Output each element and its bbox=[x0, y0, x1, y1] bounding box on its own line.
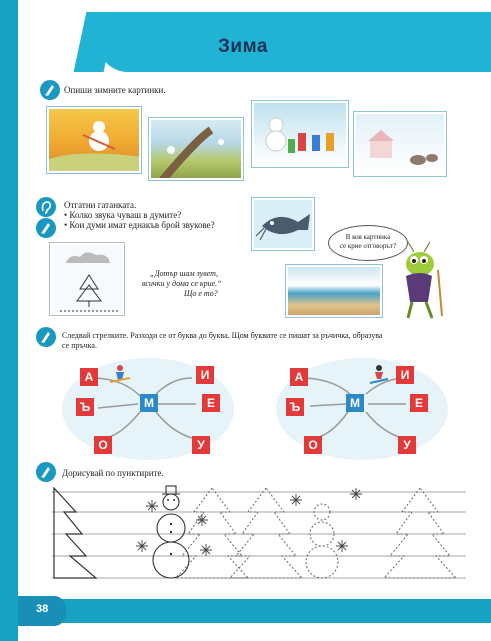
letter-o: О bbox=[304, 436, 322, 454]
letter-a: А bbox=[80, 368, 98, 386]
winter-picture-4 bbox=[354, 112, 446, 176]
pencil-icon bbox=[36, 462, 56, 482]
grasshopper-character bbox=[386, 240, 450, 320]
page-number: 38 bbox=[36, 603, 49, 615]
letter-m-center: М bbox=[346, 394, 364, 412]
letter-u: У bbox=[192, 436, 210, 454]
catfish-picture bbox=[252, 198, 314, 250]
bubble-line-1: В коя картинка bbox=[345, 233, 391, 241]
pencil-icon bbox=[40, 80, 60, 100]
title-tab bbox=[98, 12, 491, 72]
riddle-line-3: Що е то? bbox=[184, 289, 218, 298]
section1-instruction: Опиши зимните картинки. bbox=[64, 85, 166, 95]
tracing-worksheet bbox=[52, 482, 466, 586]
section3-instruction-line-1: Следвай стрелките. Разходи се от буква до буква. Щом буквите се пишат за ръчичка, образува bbox=[62, 331, 383, 340]
letter-i: И bbox=[196, 366, 214, 384]
pencil-icon bbox=[36, 327, 56, 347]
ear-icon bbox=[36, 197, 56, 217]
riddle-line-1: „Дотър шам зувет, bbox=[150, 269, 219, 278]
letter-er-golyam: Ъ bbox=[286, 398, 304, 416]
page-title: Зима bbox=[218, 36, 268, 57]
letter-u: У bbox=[398, 436, 416, 454]
letter-m-center: М bbox=[140, 394, 158, 412]
bubble-line-2: се крие отговорът? bbox=[339, 242, 397, 250]
footer-band bbox=[0, 599, 491, 623]
winter-picture-2 bbox=[149, 118, 243, 180]
winter-sea-picture bbox=[286, 265, 382, 317]
pencil-icon bbox=[36, 218, 56, 238]
snowboarder-icon bbox=[108, 364, 132, 386]
skier-icon bbox=[368, 364, 390, 386]
winter-picture-1 bbox=[47, 107, 141, 173]
left-color-strip bbox=[0, 0, 18, 641]
letter-a: А bbox=[290, 368, 308, 386]
snowfall-picture bbox=[50, 243, 124, 315]
letter-er-golyam: Ъ bbox=[76, 398, 94, 416]
winter-picture-3 bbox=[252, 101, 348, 167]
letter-i: И bbox=[396, 366, 414, 384]
letter-e: Е bbox=[202, 394, 220, 412]
letter-e: Е bbox=[410, 394, 428, 412]
letter-o: О bbox=[94, 436, 112, 454]
section3-instruction-line-2: се пръчка. bbox=[62, 341, 97, 350]
section2-instruction: Отгатни гатанката. bbox=[64, 200, 137, 210]
section4-instruction: Дорисувай по пунктирите. bbox=[62, 468, 164, 478]
section2-bullet-2: • Кои думи имат еднакъв брой звукове? bbox=[64, 220, 215, 230]
riddle-line-2: всички у дома се крие.“ bbox=[142, 279, 222, 288]
section2-bullet-1: • Колко звука чуваш в думите? bbox=[64, 210, 182, 220]
